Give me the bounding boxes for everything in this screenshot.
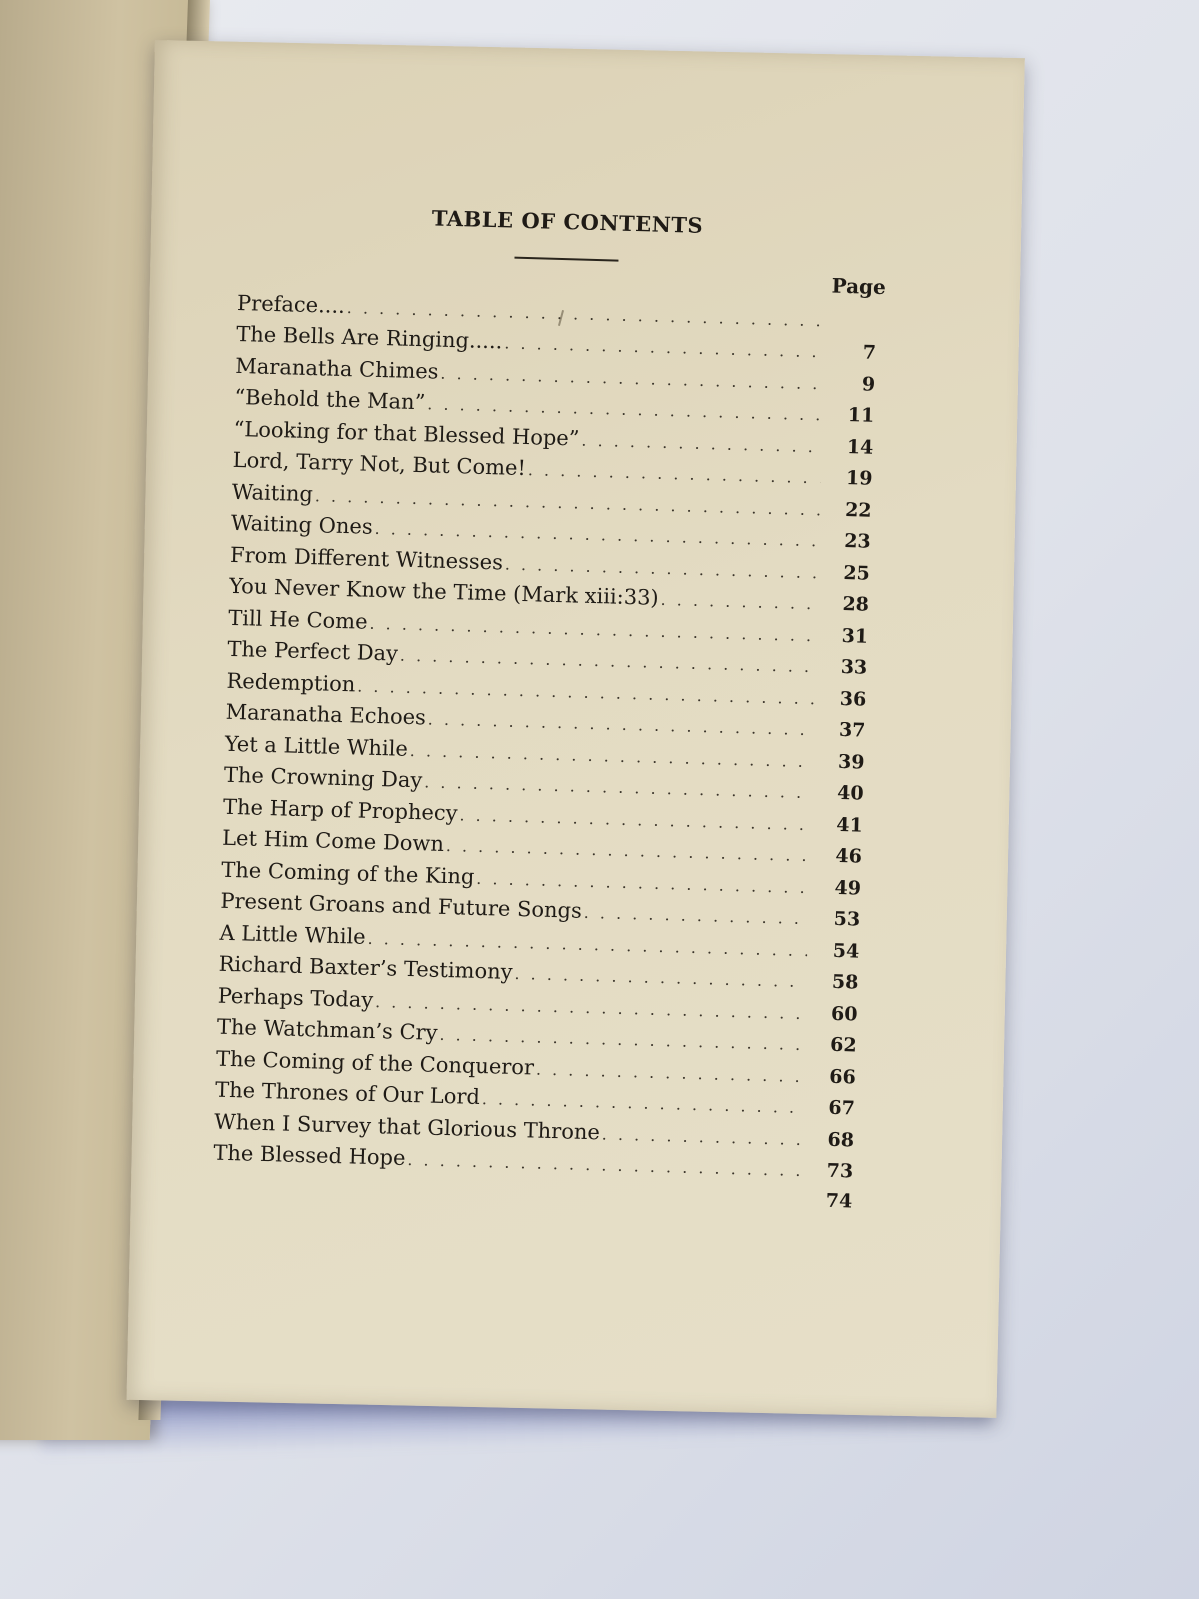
dot-leader xyxy=(528,460,821,487)
toc-entry-title: Present Groans and Future Songs xyxy=(220,888,583,923)
toc-entry-page: 7 xyxy=(862,341,877,364)
dot-leader xyxy=(439,1025,805,1054)
toc-entry-title: Waiting Ones xyxy=(230,510,374,539)
toc-entry-page: 73 xyxy=(826,1159,854,1183)
toc-entry-page: 31 xyxy=(841,624,869,648)
toc-entry-page: 68 xyxy=(827,1128,855,1152)
dot-leader xyxy=(476,868,809,896)
toc-entry-title: When I Survey that Glorious Throne xyxy=(213,1109,601,1144)
dot-leader xyxy=(504,333,824,361)
dot-leader xyxy=(584,903,809,928)
toc-entry-title: Redemption xyxy=(226,668,356,696)
toc-entry-title: The Perfect Day xyxy=(227,636,399,666)
toc-entry-title: Maranatha Chimes xyxy=(235,353,439,384)
dot-leader xyxy=(536,1059,804,1085)
toc-entry-page: 14 xyxy=(846,435,874,459)
toc-entry-title: The Coming of the King xyxy=(220,857,475,889)
toc-entry-page: 28 xyxy=(842,592,870,616)
toc-entry-page: 53 xyxy=(833,907,861,931)
dot-leader xyxy=(424,772,812,802)
dot-leader xyxy=(407,1150,801,1180)
toc-entry-page xyxy=(831,326,877,327)
toc-entry-title: Till He Come xyxy=(228,605,368,634)
toc-list-wrapper xyxy=(212,273,887,1221)
toc-entry-page: 60 xyxy=(830,1002,858,1026)
toc-entry-page: 58 xyxy=(831,970,859,994)
toc-entry-page: 40 xyxy=(836,781,864,805)
toc-entry-title: The Coming of the Conqueror xyxy=(215,1046,535,1080)
toc-entry-title: The Blessed Hope xyxy=(213,1140,406,1170)
toc-entry-title: Perhaps Today xyxy=(217,983,374,1012)
toc-entry-page: 9 xyxy=(861,372,876,396)
toc-entry-title: The Harp of Prophecy xyxy=(222,794,458,825)
toc-entry-page: 36 xyxy=(839,687,867,711)
toc-entry-title: The Crowning Day xyxy=(223,762,423,793)
dot-leader xyxy=(660,590,817,613)
toc-entry-title: Let Him Come Down xyxy=(221,825,445,856)
toc-entry-title: “Looking for that Blessed Hope” xyxy=(233,416,580,451)
dot-leader xyxy=(482,1089,804,1117)
toc-entry-title: The Watchman’s Cry xyxy=(216,1014,438,1045)
toc-entry-page: 37 xyxy=(838,718,866,742)
toc-entry-page: 39 xyxy=(837,750,865,774)
toc-entry-title: From Different Witnesses xyxy=(229,542,504,574)
toc-entry-page: 74 xyxy=(825,1189,853,1212)
toc-entry-page: 67 xyxy=(828,1096,856,1120)
toc-list xyxy=(212,290,877,1221)
toc-entry-page: 22 xyxy=(844,498,872,522)
toc-entry-page: 33 xyxy=(840,655,868,679)
title-rule xyxy=(514,257,618,261)
toc-entry-page: 49 xyxy=(834,876,862,900)
dot-leader xyxy=(602,1124,803,1149)
toc-entry-title: The Thrones of Our Lord xyxy=(214,1077,481,1110)
toc-entry-title: Lord, Tarry Not, But Come! xyxy=(232,447,527,481)
toc-entry-page: 19 xyxy=(845,467,873,490)
toc-entry-page: 11 xyxy=(847,404,875,427)
page-column-label: Page xyxy=(831,273,887,299)
dot-leader xyxy=(428,709,814,739)
toc-entry-page: 66 xyxy=(829,1065,857,1089)
toc-entry-title: “Behold the Man” xyxy=(234,384,426,415)
page-title: TABLE OF CONTENTS xyxy=(431,205,704,238)
toc-entry-page: 25 xyxy=(843,561,871,585)
dot-leader xyxy=(581,430,821,456)
toc-entry-title: Richard Baxter’s Testimony xyxy=(218,951,513,984)
dot-leader xyxy=(427,394,822,424)
toc-entry-page: 62 xyxy=(829,1033,857,1057)
toc-entry-page: 54 xyxy=(832,939,860,963)
toc-entry-page: 41 xyxy=(836,813,864,837)
dot-leader xyxy=(347,298,826,330)
dot-leader xyxy=(440,363,823,393)
dot-leader xyxy=(514,964,806,991)
toc-entry-page: 23 xyxy=(843,530,872,553)
toc-entry-title: Preface.... xyxy=(236,290,346,318)
toc-entry-title: Maranatha Echoes xyxy=(225,699,427,730)
dot-leader xyxy=(459,805,811,834)
dot-leader xyxy=(505,554,818,582)
toc-entry-title: A Little While xyxy=(219,920,366,949)
dot-leader xyxy=(446,836,811,865)
toc-entry-page: 46 xyxy=(835,844,863,868)
toc-entry-title: Yet a Little While xyxy=(224,731,409,761)
toc-entry-title: Waiting xyxy=(231,479,314,506)
toc-entry-title: The Bells Are Ringing..... xyxy=(235,321,503,354)
toc-entry-title: You Never Know the Time (Mark xiii:33) xyxy=(228,573,660,610)
table-of-contents xyxy=(212,200,887,1221)
